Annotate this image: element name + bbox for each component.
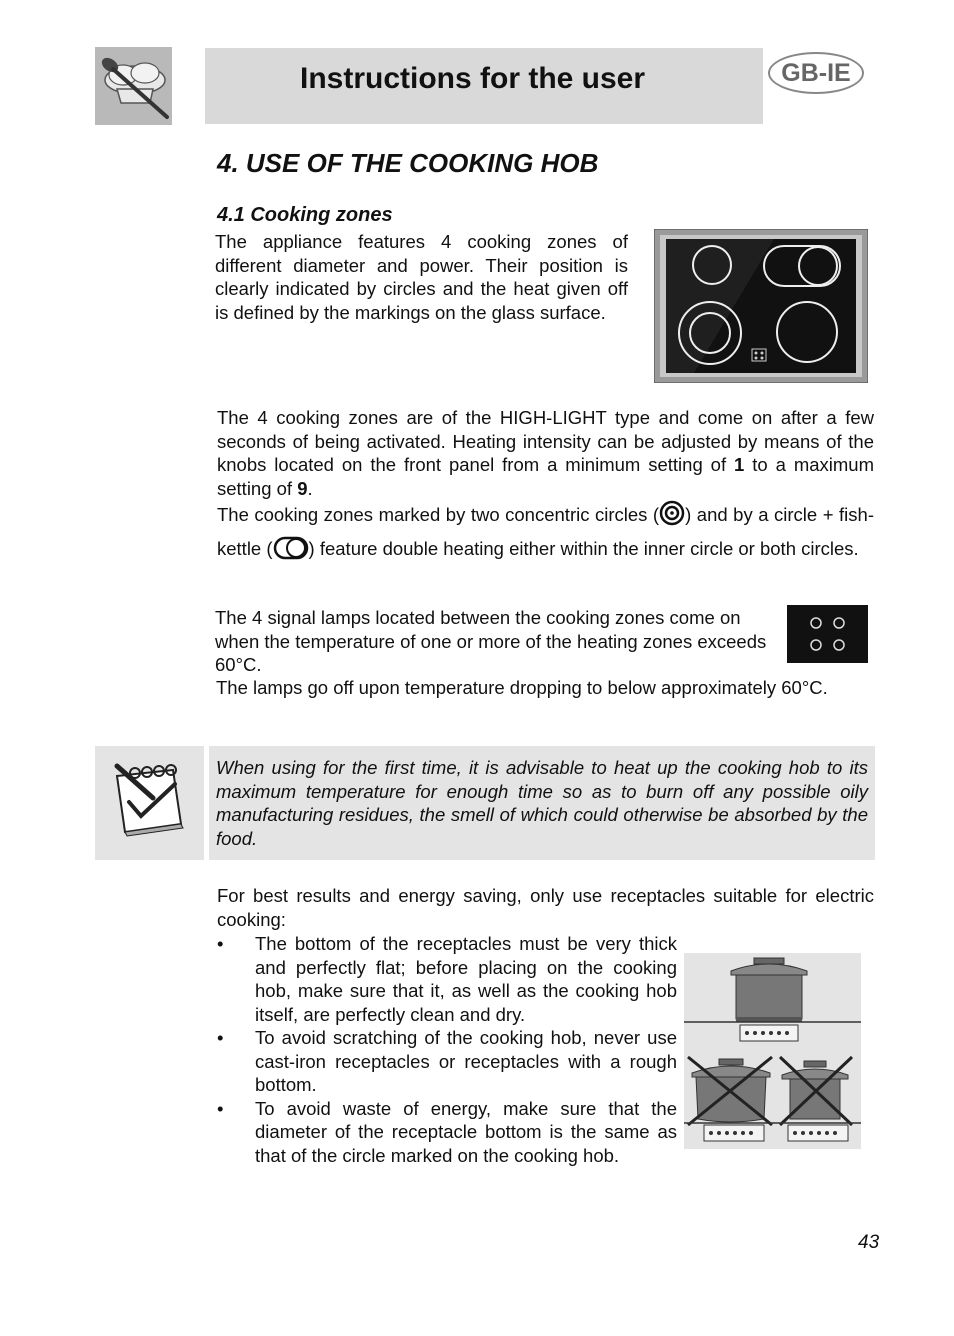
receptacles-image — [684, 953, 861, 1149]
max-setting: 9 — [297, 477, 308, 499]
cooking-hob-image — [654, 229, 868, 383]
circle-fish-kettle-icon — [273, 536, 309, 568]
paragraph-cooking-zones-intro: The appliance features 4 cooking zones of different diameter and power. Their position is clearly indicated by circles and the heat given off is defined by the markings on the glass surface. — [215, 231, 628, 323]
list-item: • To avoid waste of energy, make sure that the diameter of the receptacle bottom is the same as that of the circle marked on the cooking hob. — [217, 1097, 677, 1166]
receptacle-tips-list — [217, 932, 677, 1167]
region-badge: GB-IE — [768, 52, 864, 94]
spoon-chef-hat-icon — [95, 47, 172, 125]
min-setting: 1 — [734, 454, 745, 475]
page-number: 43 — [858, 1232, 880, 1253]
page-title: Instructions for the user — [300, 62, 646, 95]
concentric-circles-icon — [659, 500, 685, 534]
note-text: When using for the first time, it is advisable to heat up the cooking hob to its maximum temperature for enough time so as to burn off any possible oily manufacturing residues, the smell of which could otherwise be absorbed by the food. — [216, 757, 868, 849]
list-item: • The bottom of the receptacles must be very thick and perfectly flat; before placing on the cooking hob, make sure that it, as well as the cooking hob itself, are perfectly clean and dry. — [217, 933, 677, 1025]
list-item: • To avoid scratching of the cooking hob, never use cast-iron receptacles or receptacles with a rough bottom. — [217, 1027, 677, 1095]
subsection-title: 4.1 Cooking zones — [217, 204, 393, 226]
paragraph-high-light: The 4 cooking zones are of the HIGH-LIGHT type and come on after a few seconds of being activated. Heating intensity can be adjusted by means of the knobs located on the front panel from a minimum setting of 1 to a maximum setting of 9. — [217, 407, 874, 499]
notepad-checkmark-icon — [95, 746, 204, 860]
paragraph-double-heating: The cooking zones marked by two concentric circles ( ) and by a circle + fish-kettle ( ) feature double heating either within the inner circle or both circles. — [217, 500, 874, 568]
paragraph-receptacles: For best results and energy saving, only use receptacles suitable for electric cooking: — [217, 885, 874, 930]
signal-lamps-image — [787, 605, 868, 663]
paragraph-signal-lamps: The 4 signal lamps located between the cooking zones come on when the temperature of one or more of the heating zones exceeds 60°C. — [215, 607, 767, 675]
section-title: 4. USE OF THE COOKING HOB — [217, 148, 599, 178]
paragraph-lamps-off: The lamps go off upon temperature dropping to below approximately 60°C. — [216, 677, 828, 698]
